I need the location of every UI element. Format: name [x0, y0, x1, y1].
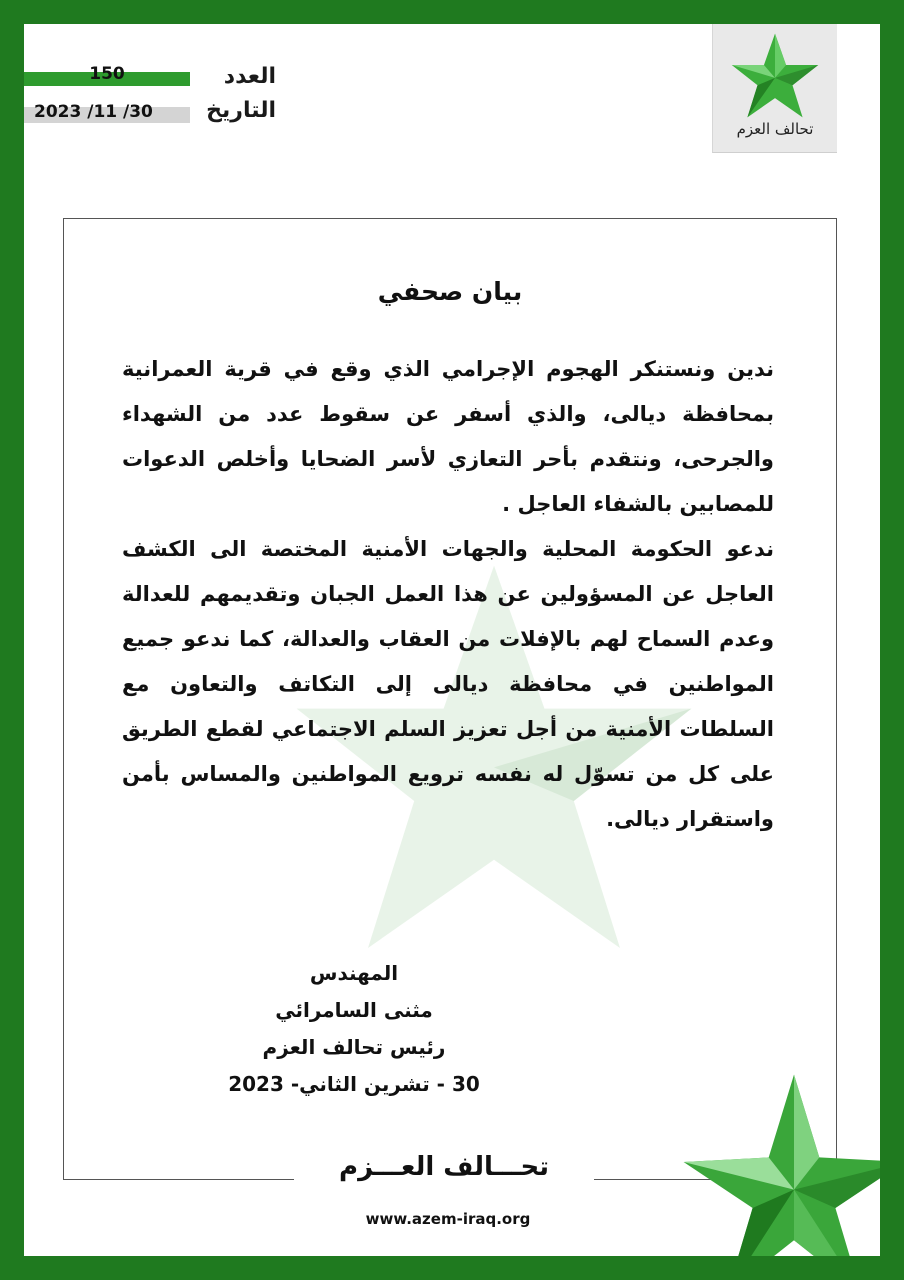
paragraph-2: ندعو الحكومة المحلية والجهات الأمنية المختصة الى الكشف العاجل عن المسؤولين عن هذا العمل الجبان وتقديمهم للعدالة وعدم السماح لهم بالإفلات من العقاب والعدالة، كما ندعو جميع المواطنين في محافظة ديالى إلى التكاتف والتعاون مع السلطات الأمنية من أجل تعزيز السلم الاجتماعي لقطع الطريق على كل من تسوّل له نفسه ترويع المواطنين والمساس بأمن واستقرار ديالى. — [122, 537, 774, 831]
press-release-page — [24, 24, 880, 1256]
statement-frame — [63, 218, 837, 1180]
signature-title: المهندس — [309, 961, 399, 985]
document-title: بيان صحفي — [377, 277, 523, 306]
signature-name: مثنى السامرائي — [275, 998, 433, 1022]
corner-star-icon — [674, 1070, 880, 1256]
issue-number: 150 — [89, 64, 125, 84]
footer-website-link[interactable]: www.azem-iraq.org — [365, 1210, 531, 1228]
issue-date: 2023 /11 /30 — [34, 102, 153, 122]
logo — [712, 24, 837, 153]
signature-date: 30 - تشرين الثاني- 2023 — [228, 1072, 480, 1096]
logo-caption: تحالف العزم — [736, 120, 814, 138]
paragraph-1: ندين ونستنكر الهجوم الإجرامي الذي وقع في قرية العمرانية بمحافظة ديالى، والذي أسفر عن سقوط عدد من الشهداء والجرحى، ونتقدم بأحر التعازي لأسر الضحايا وأخلص الدعوات للمصابين بالشفاء العاجل . — [122, 357, 774, 516]
green-star-icon — [727, 30, 823, 122]
date-label: التاريخ — [206, 98, 276, 123]
statement-body — [122, 347, 774, 842]
signature-block — [64, 955, 644, 1103]
footer-brand: تحـــالف العـــزم — [294, 1152, 594, 1196]
issue-label: العدد — [223, 64, 276, 89]
signature-position: رئيس تحالف العزم — [262, 1035, 446, 1059]
